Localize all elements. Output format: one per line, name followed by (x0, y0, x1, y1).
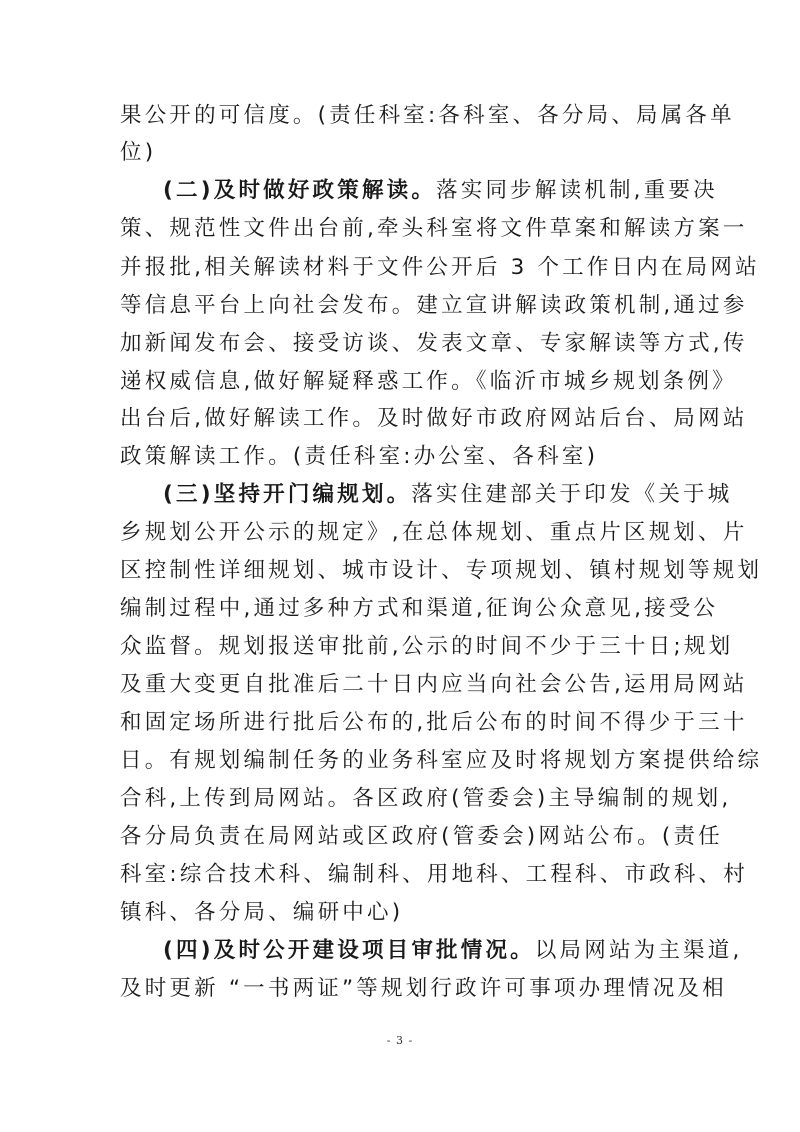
text-line: 和固定场所进行批后公布的,批后公布的时间不得少于三十 (120, 710, 748, 735)
text-line: 等信息平台上向社会发布。建立宣讲解读政策机制,通过参 (120, 293, 748, 318)
page-number: - 3 - (386, 1034, 414, 1047)
text-line: 政策解读工作。(责任科室:办公室、各科室) (120, 444, 599, 469)
text-line: 区控制性详细规划、城市设计、专项规划、镇村规划等规划 (120, 558, 763, 583)
paragraph-first-line (163, 174, 718, 208)
text-run: 以局网站为主渠道, (534, 938, 743, 963)
text-line: 日。有规划编制任务的业务科室应及时将规划方案提供给综 (120, 748, 763, 773)
section-heading: (三)坚持开门编规划。 (163, 482, 412, 507)
paragraph-first-line (163, 478, 732, 512)
text-line: 并报批,相关解读材料于文件公开后 3 个工作日内在局网站 (120, 255, 760, 280)
text-line: 策、规范性文件出台前,牵头科室将文件草案和解读方案一 (120, 216, 748, 241)
text-line: 编制过程中,通过多种方式和渠道,征询公众意见,接受公 (120, 596, 719, 621)
text-line: 科室:综合技术科、编制科、用地科、工程科、市政科、村 (120, 862, 748, 887)
text-line: 镇科、各分局、编研中心) (120, 900, 404, 925)
text-run: 落实住建部关于印发《关于城 (411, 482, 733, 507)
section-heading: (四)及时公开建设项目审批情况。 (163, 938, 535, 963)
text-line: 递权威信息,做好解疑释惑工作。《临沂市城乡规划条例》 (120, 369, 737, 394)
text-run: 落实同步解读机制,重要决 (436, 178, 718, 203)
text-line: 乡规划公开公示的规定》,在总体规划、重点片区规划、片 (120, 520, 748, 545)
text-line: 位) (120, 140, 157, 165)
paragraph-first-line (163, 934, 743, 968)
section-heading: (二)及时做好政策解读。 (163, 178, 437, 203)
text-line: 出台后,做好解读工作。及时做好市政府网站后台、局网站 (120, 406, 748, 431)
text-line: 果公开的可信度。(责任科室:各科室、各分局、局属各单 (120, 103, 735, 128)
text-line: 众监督。规划报送审批前,公示的时间不少于三十日;规划 (120, 634, 734, 659)
text-line: 合科,上传到局网站。各区政府(管委会)主导编制的规划, (120, 786, 732, 811)
text-line: 及时更新 “一书两证”等规划行政许可事项办理情况及相 (120, 976, 727, 1001)
text-line: 各分局负责在局网站或区政府(管委会)网站公布。(责任 (120, 824, 723, 849)
text-line: 加新闻发布会、接受访谈、发表文章、专家解读等方式,传 (120, 331, 748, 356)
text-line: 及重大变更自批准后二十日内应当向社会公告,运用局网站 (120, 672, 748, 697)
